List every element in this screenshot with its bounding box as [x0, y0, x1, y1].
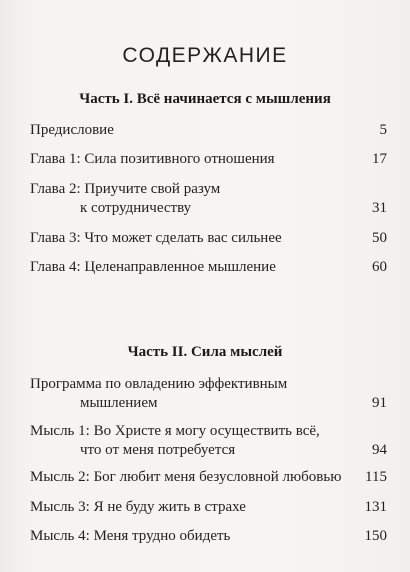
toc-entry-page: 91	[372, 395, 387, 411]
toc-entry-page: 50	[372, 230, 387, 246]
toc-entry-title-line-1: Мысль 1: Во Христе я могу осуществить всё,	[30, 423, 320, 439]
toc-entry	[30, 498, 387, 517]
toc-entry	[30, 121, 387, 140]
toc-entry-title-line-2: к сотрудничеству	[80, 200, 192, 216]
toc-entry	[30, 150, 387, 169]
toc-entry	[30, 229, 387, 248]
toc-entry-page: 60	[372, 259, 387, 275]
toc-entry-page: 131	[364, 499, 387, 515]
toc-entry-title: Мысль 3: Я не буду жить в страхе	[30, 499, 246, 515]
toc-entry-title-line-1: Программа по овладению эффективным	[30, 376, 288, 392]
toc-entry-title	[30, 422, 387, 460]
toc-entry-title: Предисловие	[30, 122, 114, 138]
page-title: СОДЕРЖАНИЕ	[122, 44, 288, 67]
toc-entry	[30, 527, 387, 546]
part-1-heading: Часть I. Всё начинается с мышления	[79, 91, 331, 107]
toc-entry	[30, 422, 387, 460]
toc-entry	[30, 375, 387, 413]
toc-entry	[30, 258, 387, 277]
toc-entry	[30, 468, 387, 487]
toc-entry-title: Глава 3: Что может сделать вас сильнее	[30, 230, 282, 246]
toc-entry-title: Мысль 2: Бог любит меня безусловной любовью	[30, 469, 342, 485]
toc-entry-title: Мысль 4: Меня трудно обидеть	[30, 528, 231, 544]
toc-entry-page: 17	[372, 151, 387, 167]
toc-entry-title: Глава 4: Целенаправленное мышление	[30, 259, 276, 275]
toc-entry	[30, 180, 387, 218]
toc-entry-title-line-2: что от меня потребуется	[80, 442, 236, 458]
toc-entry-title: Глава 1: Сила позитивного отношения	[30, 151, 275, 167]
toc-entry-page: 31	[372, 200, 387, 216]
part-2-heading: Часть II. Сила мыслей	[127, 344, 283, 360]
toc-entry-title-line-1: Глава 2: Приучите свой разум	[30, 181, 221, 197]
toc-entry-title	[30, 180, 387, 218]
toc-entry-page: 115	[365, 469, 387, 485]
toc-entry-page: 5	[379, 122, 387, 138]
toc-entry-page: 150	[364, 528, 387, 544]
toc-entry-title	[30, 375, 387, 413]
toc-entry-title-line-2: мышлением	[80, 395, 158, 411]
toc-entry-page: 94	[372, 442, 387, 458]
